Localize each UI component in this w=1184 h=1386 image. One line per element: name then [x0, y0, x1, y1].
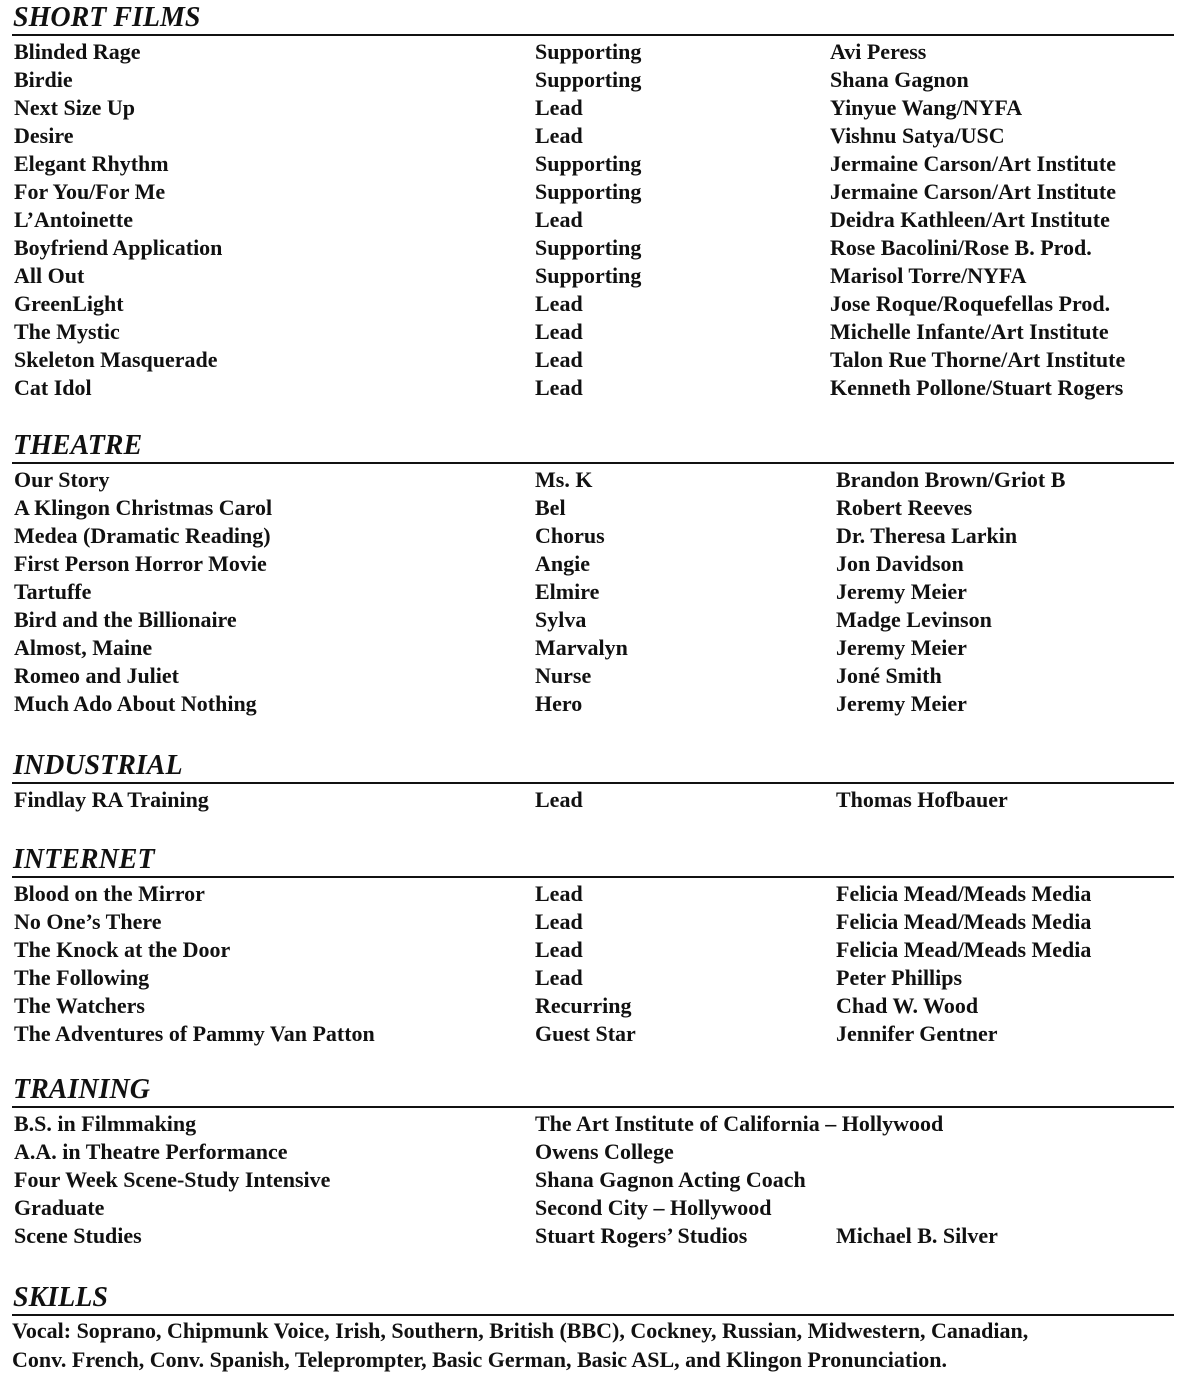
section-theatre	[12, 432, 1174, 721]
credit-director: Brandon Brown/Griot B	[836, 467, 1066, 492]
credit-title: Tartuffe	[14, 579, 92, 604]
credit-row	[12, 522, 1174, 550]
credit-row	[12, 634, 1174, 662]
credit-row	[12, 346, 1174, 374]
credit-row	[12, 1166, 1174, 1194]
credit-role: Chorus	[535, 523, 605, 548]
credit-director: Robert Reeves	[836, 495, 973, 520]
credit-role: Hero	[535, 691, 583, 716]
credit-title: Skeleton Masquerade	[14, 347, 218, 372]
credit-role: Supporting	[535, 235, 642, 260]
credit-row	[12, 234, 1174, 262]
credit-director: Jeremy Meier	[836, 691, 967, 716]
credit-director: Jon Davidson	[836, 551, 964, 576]
credit-title: First Person Horror Movie	[14, 551, 267, 576]
credits-table-internet	[12, 880, 1174, 1051]
credit-role: Shana Gagnon Acting Coach	[535, 1167, 806, 1192]
credit-role: Supporting	[535, 67, 642, 92]
credit-title: Our Story	[14, 467, 110, 492]
credit-role: Lead	[535, 319, 583, 344]
credit-role: Lead	[535, 207, 583, 232]
credit-row	[12, 606, 1174, 634]
credit-title: Cat Idol	[14, 375, 92, 400]
credit-director: Felicia Mead/Meads Media	[836, 909, 1092, 934]
credit-director: Jermaine Carson/Art Institute	[830, 179, 1116, 204]
credit-title: The Knock at the Door	[14, 937, 231, 962]
credit-director: Shana Gagnon	[830, 67, 969, 92]
credit-row	[12, 94, 1174, 122]
credits-table-theatre	[12, 466, 1174, 721]
credit-role: Marvalyn	[535, 635, 628, 660]
credits-table-short-films	[12, 38, 1174, 405]
credit-title: Boyfriend Application	[14, 235, 223, 260]
credit-director: Felicia Mead/Meads Media	[836, 881, 1092, 906]
credit-row	[12, 66, 1174, 94]
credit-row	[12, 466, 1174, 494]
credit-role: Lead	[535, 937, 583, 962]
credit-director: Peter Phillips	[836, 965, 963, 990]
credit-row	[12, 178, 1174, 206]
credit-row	[12, 1194, 1174, 1222]
credit-row	[12, 1020, 1174, 1051]
credits-table-training	[12, 1110, 1174, 1253]
credit-role: Supporting	[535, 179, 642, 204]
credit-director: Jermaine Carson/Art Institute	[830, 151, 1116, 176]
credits-table-industrial	[12, 786, 1174, 814]
section-industrial	[12, 752, 1174, 814]
section-internet	[12, 846, 1174, 1051]
credit-row	[12, 880, 1174, 908]
credit-role: Owens College	[535, 1139, 674, 1164]
credit-director: Avi Peress	[830, 39, 927, 64]
credit-row	[12, 1110, 1174, 1138]
credit-title: Birdie	[14, 67, 73, 92]
credit-title: Much Ado About Nothing	[14, 691, 257, 716]
credit-director: Vishnu Satya/USC	[830, 123, 1005, 148]
credit-title: Four Week Scene-Study Intensive	[14, 1167, 331, 1192]
credit-row	[12, 374, 1174, 405]
section-title-theatre: THEATRE	[13, 430, 143, 461]
credit-title: Medea (Dramatic Reading)	[14, 523, 271, 548]
section-title-industrial: INDUSTRIAL	[13, 750, 183, 781]
credit-title: Bird and the Billionaire	[14, 607, 237, 632]
credit-title: GreenLight	[14, 291, 124, 316]
section-title-short-films: SHORT FILMS	[13, 2, 201, 33]
credit-title: The Adventures of Pammy Van Patton	[14, 1021, 375, 1046]
credit-role: Lead	[535, 95, 583, 120]
credit-role: Lead	[535, 291, 583, 316]
credit-row	[12, 1138, 1174, 1166]
credit-director: Talon Rue Thorne/Art Institute	[830, 347, 1126, 372]
credit-role: Lead	[535, 787, 583, 812]
credit-title: The Following	[14, 965, 150, 990]
credit-row	[12, 662, 1174, 690]
credit-row	[12, 38, 1174, 66]
credit-row	[12, 206, 1174, 234]
credit-row	[12, 122, 1174, 150]
credit-role: Angie	[535, 551, 590, 576]
credit-role: Lead	[535, 965, 583, 990]
credit-role: Lead	[535, 909, 583, 934]
credit-role: Lead	[535, 123, 583, 148]
credit-title: Desire	[14, 123, 74, 148]
credit-title: No One’s There	[14, 909, 162, 934]
credit-director: Joné Smith	[836, 663, 942, 688]
section-skills	[12, 1284, 1174, 1374]
credit-title: Almost, Maine	[14, 635, 153, 660]
credit-row	[12, 690, 1174, 721]
credit-title: Blood on the Mirror	[14, 881, 205, 906]
credit-role: Supporting	[535, 151, 642, 176]
credit-title: B.S. in Filmmaking	[14, 1111, 197, 1136]
credit-row	[12, 1222, 1174, 1253]
section-title-internet: INTERNET	[13, 844, 155, 875]
credit-title: All Out	[14, 263, 85, 288]
credit-role: Elmire	[535, 579, 600, 604]
credit-director: Dr. Theresa Larkin	[836, 523, 1018, 548]
credit-row	[12, 494, 1174, 522]
credit-director: Michelle Infante/Art Institute	[830, 319, 1109, 344]
credit-director: Marisol Torre/NYFA	[830, 263, 1027, 288]
credit-row	[12, 992, 1174, 1020]
credit-director: Thomas Hofbauer	[836, 787, 1008, 812]
section-title-skills: SKILLS	[13, 1282, 108, 1313]
credit-role: The Art Institute of California – Hollywood	[535, 1111, 944, 1136]
credit-role: Nurse	[535, 663, 592, 688]
credit-title: The Mystic	[14, 319, 120, 344]
credit-row	[12, 786, 1174, 814]
credit-role: Supporting	[535, 39, 642, 64]
credit-director: Felicia Mead/Meads Media	[836, 937, 1092, 962]
section-training	[12, 1076, 1174, 1253]
credit-row	[12, 150, 1174, 178]
credit-role: Guest Star	[535, 1021, 636, 1046]
credit-row	[12, 908, 1174, 936]
credit-title: Romeo and Juliet	[14, 663, 179, 688]
section-title-training: TRAINING	[13, 1074, 150, 1105]
credit-title: Next Size Up	[14, 95, 135, 120]
credit-title: A.A. in Theatre Performance	[14, 1139, 288, 1164]
section-short-films	[12, 4, 1174, 405]
credit-director: Jeremy Meier	[836, 635, 967, 660]
skills-line: Vocal: Soprano, Chipmunk Voice, Irish, Southern, British (BBC), Cockney, Russian, Midwestern, Canadian,	[12, 1318, 1029, 1343]
credit-title: L’Antoinette	[14, 207, 133, 232]
credit-role: Stuart Rogers’ Studios	[535, 1223, 748, 1248]
credit-title: Findlay RA Training	[14, 787, 209, 812]
credit-row	[12, 578, 1174, 606]
credit-director: Jose Roque/Roquefellas Prod.	[830, 291, 1111, 316]
credit-title: Blinded Rage	[14, 39, 141, 64]
credit-role: Ms. K	[535, 467, 593, 492]
credit-director: Michael B. Silver	[836, 1223, 998, 1248]
credit-role: Sylva	[535, 607, 587, 632]
credit-role: Second City – Hollywood	[535, 1195, 772, 1220]
credit-row	[12, 318, 1174, 346]
credit-director: Chad W. Wood	[836, 993, 979, 1018]
credit-row	[12, 550, 1174, 578]
credit-role: Recurring	[535, 993, 632, 1018]
credit-role: Lead	[535, 375, 583, 400]
credit-title: The Watchers	[14, 993, 145, 1018]
credit-role: Lead	[535, 881, 583, 906]
credit-role: Lead	[535, 347, 583, 372]
credit-director: Rose Bacolini/Rose B. Prod.	[830, 235, 1092, 260]
credit-row	[12, 936, 1174, 964]
credit-director: Madge Levinson	[836, 607, 992, 632]
credit-director: Jennifer Gentner	[836, 1021, 998, 1046]
credit-director: Yinyue Wang/NYFA	[830, 95, 1023, 120]
credit-row	[12, 290, 1174, 318]
credit-title: Elegant Rhythm	[14, 151, 169, 176]
credit-role: Supporting	[535, 263, 642, 288]
credit-title: Scene Studies	[14, 1223, 142, 1248]
credit-director: Deidra Kathleen/Art Institute	[830, 207, 1110, 232]
credit-title: For You/For Me	[14, 179, 166, 204]
credit-role: Bel	[535, 495, 566, 520]
credit-title: A Klingon Christmas Carol	[14, 495, 273, 520]
credit-row	[12, 262, 1174, 290]
credit-title: Graduate	[14, 1195, 105, 1220]
credit-row	[12, 964, 1174, 992]
credit-director: Kenneth Pollone/Stuart Rogers	[830, 375, 1124, 400]
credit-director: Jeremy Meier	[836, 579, 967, 604]
skills-line: Conv. French, Conv. Spanish, Teleprompter, Basic German, Basic ASL, and Klingon Pronunciation.	[12, 1347, 947, 1372]
